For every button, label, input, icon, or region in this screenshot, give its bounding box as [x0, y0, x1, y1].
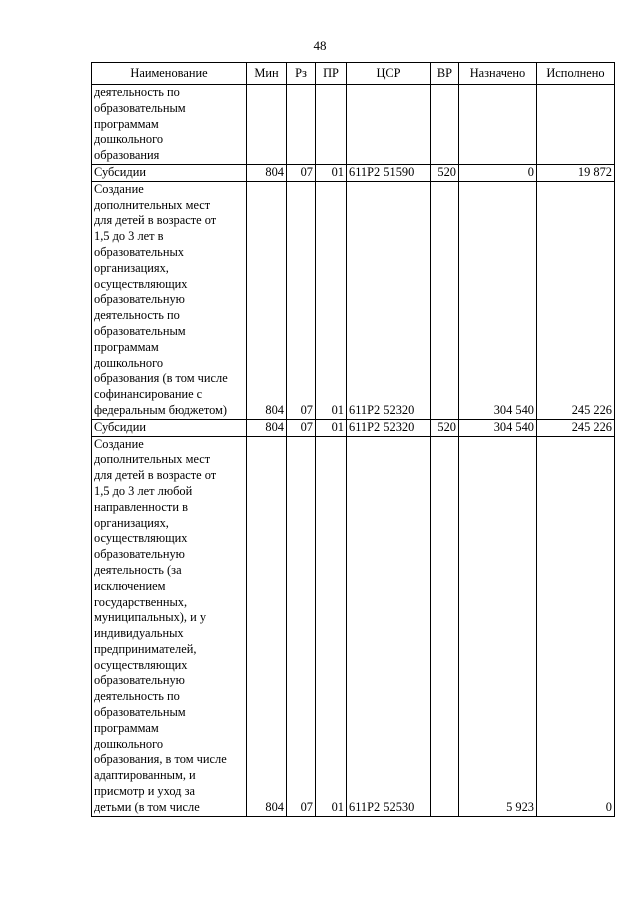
name-line: предпринимателей, [94, 641, 197, 656]
cell-executed: 245 226 [537, 181, 615, 419]
cell-assigned: 5 923 [459, 436, 537, 816]
col-header-min: Мин [247, 63, 287, 85]
col-header-name: Наименование [92, 63, 247, 85]
cell-executed: 0 [537, 436, 615, 816]
name-line: адаптированным, и [94, 768, 196, 783]
cell-executed: 245 226 [537, 419, 615, 436]
table-row [92, 85, 615, 165]
cell-name [92, 85, 247, 165]
name-line: образовательным [94, 705, 186, 720]
cell-min: 804 [247, 436, 287, 816]
name-line: 1,5 до 3 лет любой [94, 483, 193, 498]
name-line: направленности в [94, 499, 188, 514]
name-line: деятельность по [94, 85, 180, 99]
name-line: федеральным бюджетом) [94, 402, 228, 417]
name-line: софинансирование с [94, 387, 203, 402]
name-line: индивидуальных [94, 626, 184, 641]
cell-csr [347, 85, 431, 165]
cell-name [92, 181, 247, 419]
cell-min [247, 85, 287, 165]
cell-pr [316, 85, 347, 165]
cell-csr: 611P2 52530 [347, 436, 431, 816]
name-line: дошкольного [94, 736, 164, 751]
name-line: дополнительных мест [94, 452, 211, 467]
cell-vr [431, 85, 459, 165]
col-header-executed: Исполнено [537, 63, 615, 85]
name-line: деятельность (за [94, 562, 182, 577]
cell-min: 804 [247, 419, 287, 436]
name-line: организациях, [94, 515, 169, 530]
name-line: образования, в том числе [94, 752, 227, 767]
name-line: Создание [94, 181, 144, 196]
name-line: дошкольного [94, 132, 164, 147]
cell-csr: 611P2 52320 [347, 419, 431, 436]
cell-pr: 01 [316, 419, 347, 436]
table-row [92, 436, 615, 816]
name-line: образовательную [94, 547, 185, 562]
name-line: образовательным [94, 100, 186, 115]
cell-assigned: 304 540 [459, 419, 537, 436]
cell-assigned: 304 540 [459, 181, 537, 419]
cell-pr: 01 [316, 164, 347, 181]
cell-name [92, 164, 247, 181]
name-line: образовательную [94, 292, 185, 307]
name-line: для детей в возрасте от [94, 213, 217, 228]
table-row [92, 164, 615, 181]
name-line: присмотр и уход за [94, 784, 195, 799]
name-line: образования (в том числе [94, 371, 228, 386]
name-line: Субсидии [94, 419, 146, 434]
cell-rz: 07 [287, 181, 316, 419]
cell-rz: 07 [287, 419, 316, 436]
name-line: образовательную [94, 673, 185, 688]
name-line: осуществляющих [94, 657, 188, 672]
cell-pr: 01 [316, 181, 347, 419]
name-line: образования [94, 148, 160, 163]
cell-vr [431, 436, 459, 816]
cell-assigned [459, 85, 537, 165]
cell-vr: 520 [431, 164, 459, 181]
name-line: образовательных [94, 244, 184, 259]
name-line: образовательным [94, 323, 186, 338]
name-line: деятельность по [94, 308, 180, 323]
name-line: осуществляющих [94, 531, 188, 546]
name-line: организациях, [94, 260, 169, 275]
col-header-vr: ВР [431, 63, 459, 85]
cell-min: 804 [247, 181, 287, 419]
col-header-rz: Рз [287, 63, 316, 85]
name-line: программам [94, 116, 159, 131]
name-line: дополнительных мест [94, 197, 211, 212]
name-line: исключением [94, 578, 166, 593]
col-header-csr: ЦСР [347, 63, 431, 85]
name-line: муниципальных), и у [94, 610, 207, 625]
budget-table [91, 62, 615, 817]
cell-pr: 01 [316, 436, 347, 816]
name-line: программам [94, 339, 159, 354]
name-line: Создание [94, 436, 144, 451]
header-row [92, 63, 615, 85]
page-number: 48 [313, 38, 327, 53]
name-line: 1,5 до 3 лет в [94, 229, 164, 244]
cell-name [92, 436, 247, 816]
name-line: для детей в возрасте от [94, 468, 217, 483]
name-line: государственных, [94, 594, 188, 609]
cell-rz: 07 [287, 164, 316, 181]
col-header-assigned: Назначено [459, 63, 537, 85]
cell-rz: 07 [287, 436, 316, 816]
name-line: дошкольного [94, 355, 164, 370]
cell-assigned: 0 [459, 164, 537, 181]
table-row [92, 419, 615, 436]
name-line: программам [94, 720, 159, 735]
col-header-pr: ПР [316, 63, 347, 85]
name-line: детьми (в том числе [94, 799, 200, 814]
cell-min: 804 [247, 164, 287, 181]
name-line: деятельность по [94, 689, 180, 704]
cell-vr [431, 181, 459, 419]
cell-executed: 19 872 [537, 164, 615, 181]
name-line: Субсидии [94, 164, 146, 179]
cell-csr: 611P2 52320 [347, 181, 431, 419]
cell-executed [537, 85, 615, 165]
cell-name [92, 419, 247, 436]
name-line: осуществляющих [94, 276, 188, 291]
table-row [92, 181, 615, 419]
cell-rz [287, 85, 316, 165]
cell-csr: 611P2 51590 [347, 164, 431, 181]
cell-vr: 520 [431, 419, 459, 436]
